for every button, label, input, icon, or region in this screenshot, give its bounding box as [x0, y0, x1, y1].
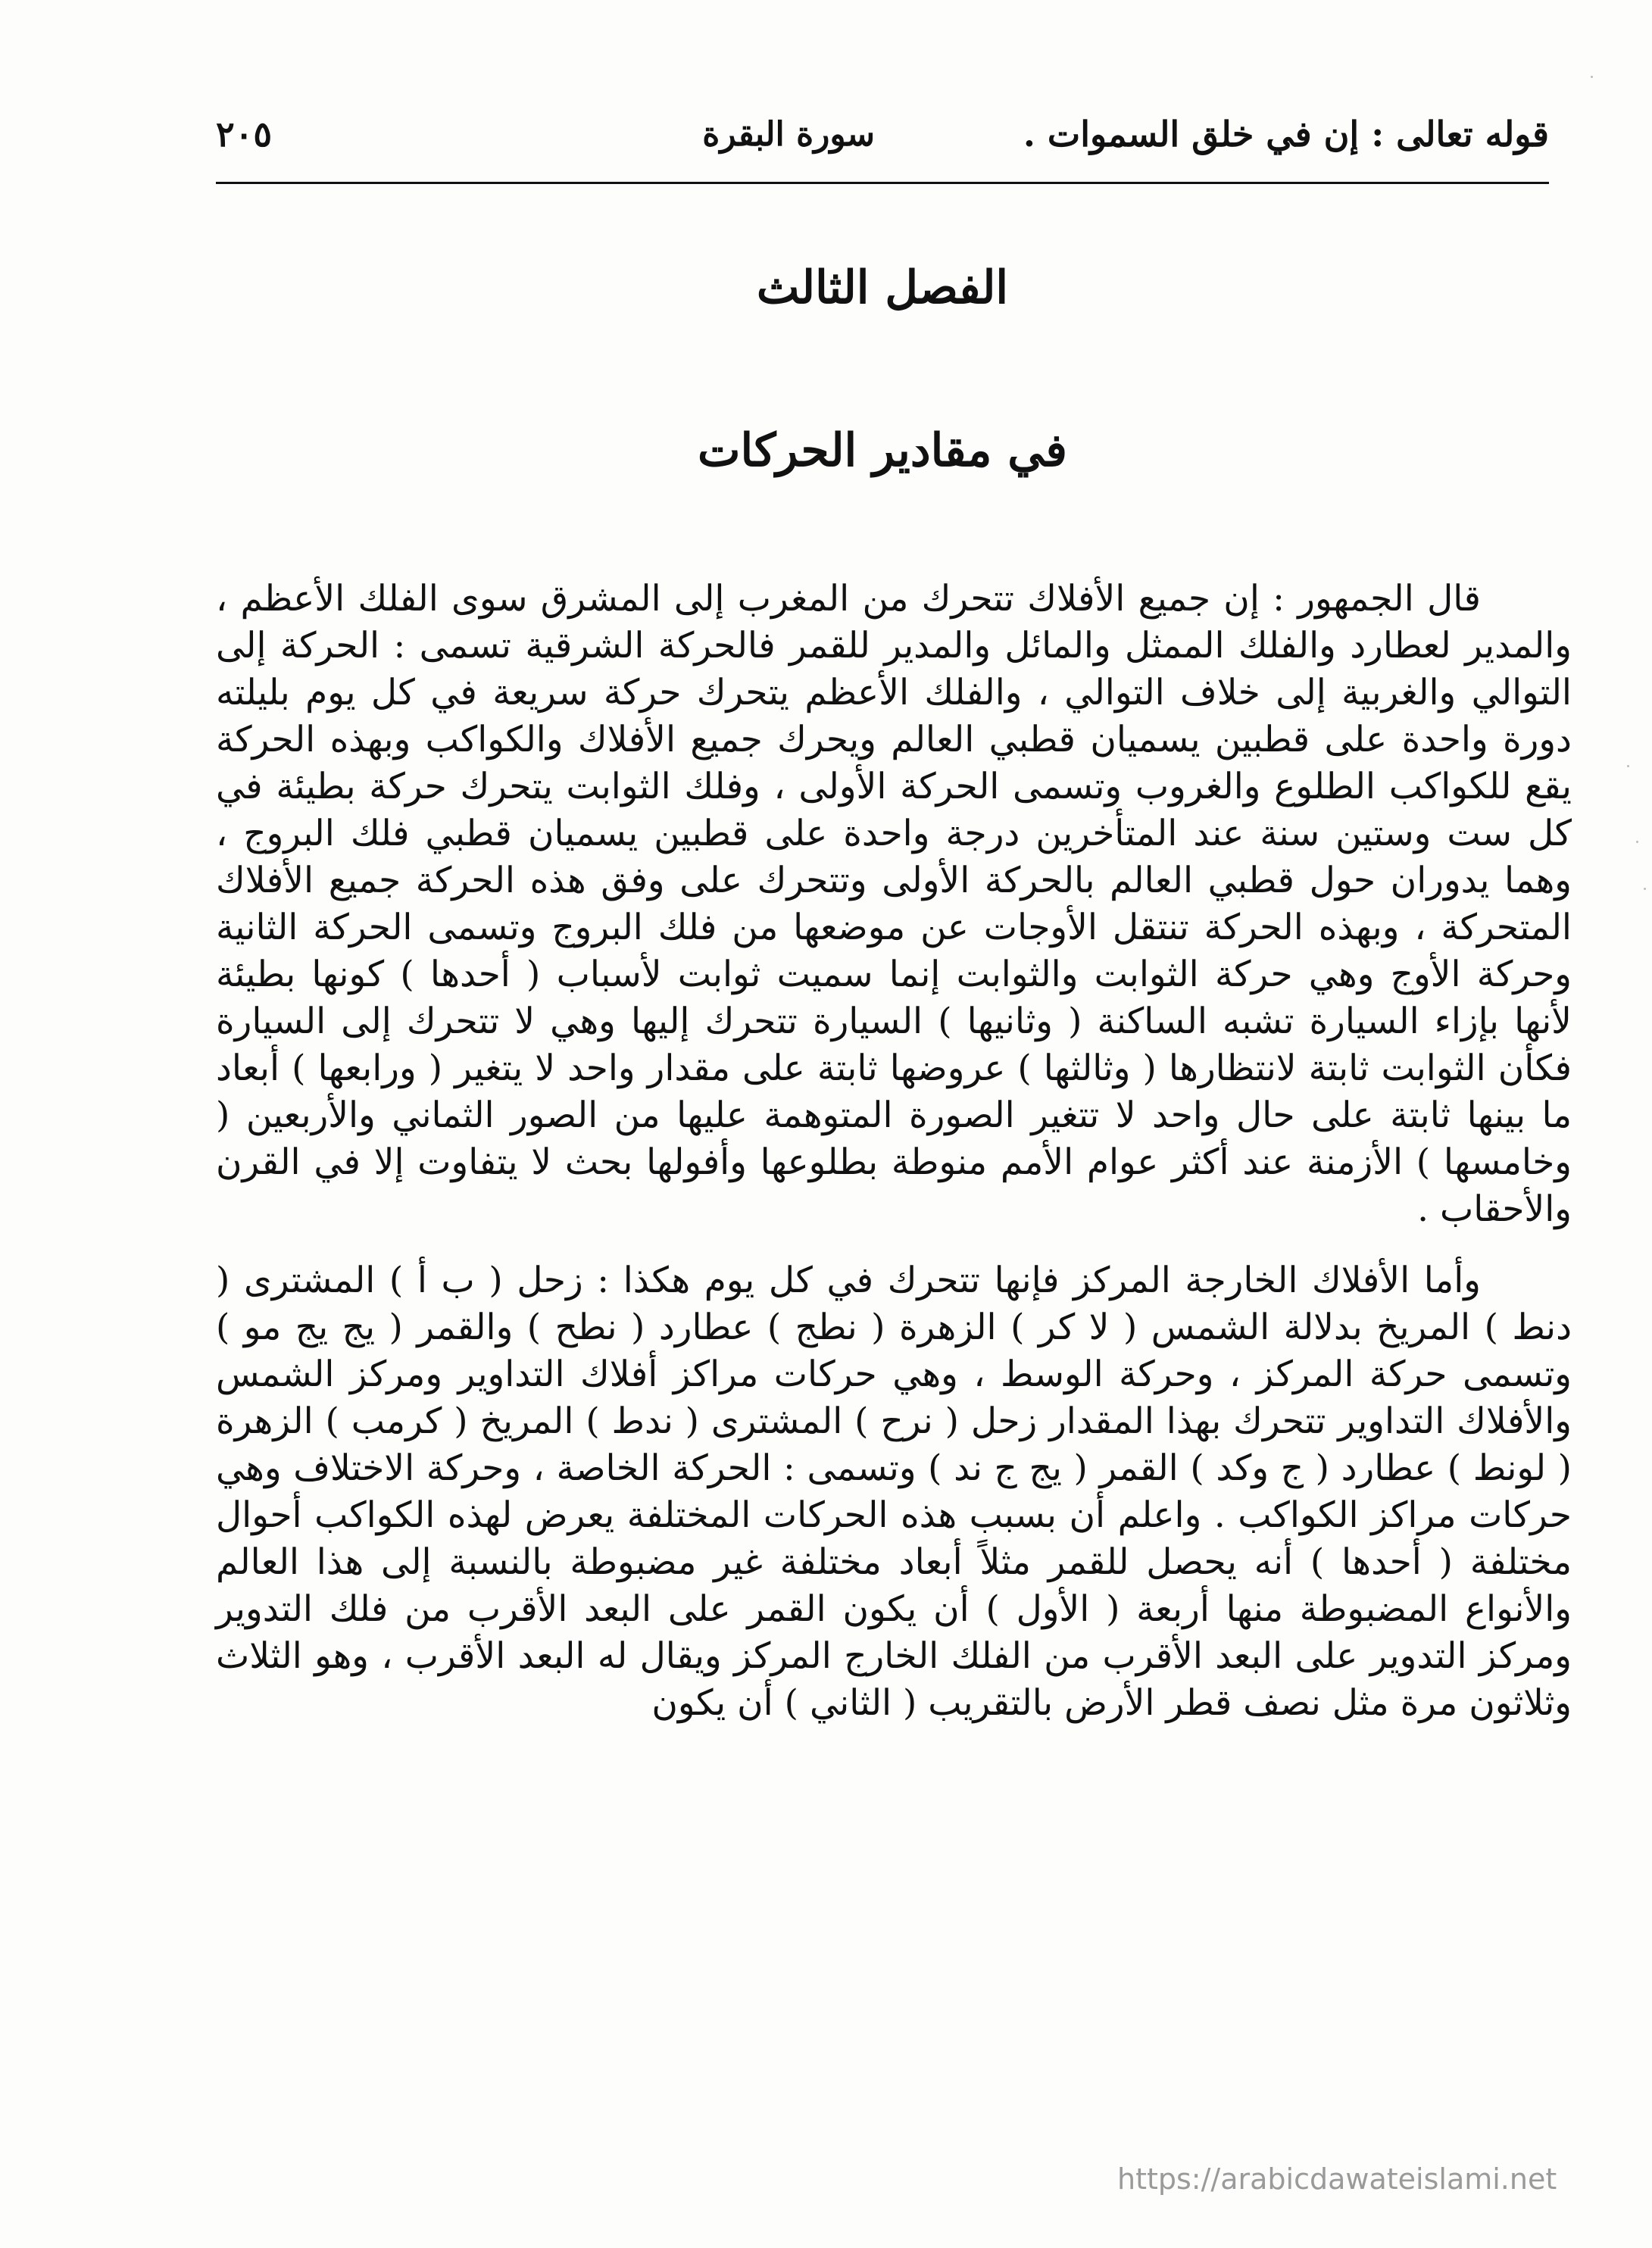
paragraph-1: قال الجمهور : إن جميع الأفلاك تتحرك من المغرب إلى المشرق سوى الفلك الأعظم ، والمدير لعطارد والفلك الممثل والمائل والمدير للقمر فالحركة الشرقية تسمى : الحركة إلى التوالي والغربية إلى خلاف التوالي ، والفلك الأعظم يتحرك حركة سريعة في كل يوم بليلته دورة واحدة على قطبين يسميان قطبي العالم ويحرك جميع الأفلاك والكواكب وبهذه الحركة يقع للكواكب الطلوع والغروب وتسمى الحركة الأولى ، وفلك الثوابت يتحرك حركة بطيئة في كل ست وستين سنة عند المتأخرين درجة واحدة على قطبين يسميان قطبي فلك البروج ، وهما يدوران حول قطبي العالم بالحركة الأولى وتتحرك على وفق هذه الحركة جميع الأفلاك المتحركة ، وبهذه الحركة تنتقل الأوجات عن موضعها من فلك البروج وتسمى الحركة الثانية وحركة الأوج وهي حركة الثوابت والثوابت إنما سميت ثوابت لأسباب ( أحدها ) كونها بطيئة لأنها بإزاء السيارة تشبه الساكنة ( وثانيها ) السيارة تتحرك إليها وهي لا تتحرك إلى السيارة فكأن الثوابت ثابتة لانتظارها ( وثالثها ) عروضها ثابتة على مقدار واحد لا يتغير ( ورابعها ) أبعاد ما بينها ثابتة على حال واحد لا تتغير الصورة المتوهمة عليها من الصور الثماني والأربعين ( وخامسها ) الأزمنة عند أكثر عوام الأمم منوطة بطلوعها وأفولها بحث لا يتفاوت إلا في القرن والأحقاب .	[216, 578, 1572, 1230]
body-text	[216, 576, 1572, 1727]
scan-speck	[1591, 76, 1593, 78]
paragraph-2: وأما الأفلاك الخارجة المركز فإنها تتحرك في كل يوم هكذا : زحل ( ب أ ) المشترى ( دنط ) المريخ بدلالة الشمس ( لا كر ) الزهرة ( نطج ) عطارد ( نطح ) والقمر ( يج يج مو ) وتسمى حركة المركز ، وحركة الوسط ، وهي حركات مراكز أفلاك التداوير ومركز الشمس والأفلاك التداوير تتحرك بهذا المقدار زحل ( نرح ) المشترى ( ندط ) المريخ ( كرمب ) الزهرة ( لونط ) عطارد ( ج وكد ) القمر ( يج ج ند ) وتسمى : الحركة الخاصة ، وحركة الاختلاف وهي حركات مراكز الكواكب . واعلم أن بسبب هذه الحركات المختلفة يعرض لهذه الكواكب أحوال مختلفة ( أحدها ) أنه يحصل للقمر مثلاً أبعاد مختلفة غير مضبوطة بالنسبة إلى هذا العالم والأنواع المضبوطة منها أربعة ( الأول ) أن يكون القمر على البعد الأقرب من فلك التدوير ومركز التدوير على البعد الأقرب من الفلك الخارج المركز ويقال له البعد الأقرب ، وهو الثلاث وثلاثون مرة مثل نصف قطر الأرض بالتقريب ( الثاني ) أن يكون	[216, 1260, 1572, 1724]
chapter-subtitle: في مقادير الحركات	[698, 424, 1067, 477]
running-header	[216, 114, 1549, 174]
watermark-url: https://arabicdawateislami.net	[1117, 2162, 1557, 2196]
running-title: قوله تعالى : إن في خلق السموات .	[1023, 114, 1549, 155]
scan-speck	[1636, 841, 1638, 843]
chapter-title: الفصل الثالث	[756, 261, 1009, 314]
surah-name: سورة البقرة	[702, 115, 875, 154]
scan-speck	[1627, 765, 1629, 767]
scan-speck	[1644, 888, 1646, 890]
page-number: ٢٠٥	[216, 114, 273, 155]
header-rule	[216, 182, 1549, 184]
